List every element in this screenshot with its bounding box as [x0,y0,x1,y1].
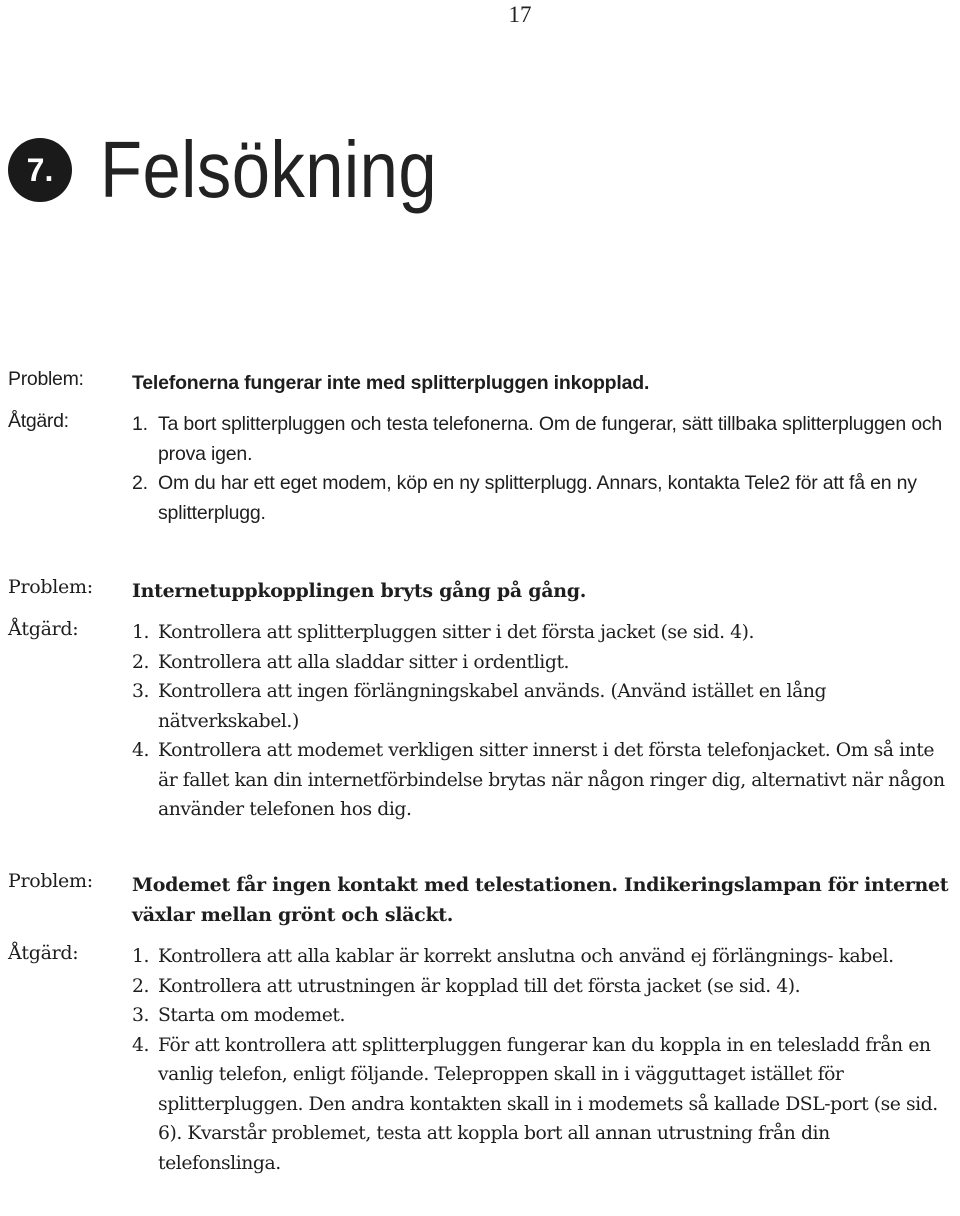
troubleshooting-section-2 [8,576,958,825]
problem-label: Problem: [8,870,93,892]
step-text: Kontrollera att modemet verkligen sitter innerst i det första telefonjacket. Om så inte är fallet kan din internetförbindelse brytas när någon ringer dig, alternativt när någon använder telefonen hos dig. [158,740,945,820]
page-number: 17 [508,2,532,27]
chapter-title: Felsökning [100,125,438,214]
action-steps [132,942,958,1178]
step-text: Ta bort splitterpluggen och testa telefonerna. Om de fungerar, sätt tillbaka splitterpluggen och prova igen. [158,413,943,465]
action-steps [132,410,958,528]
problem-row [8,368,958,398]
action-step [132,1001,958,1031]
action-steps [132,618,958,825]
action-row [8,618,958,825]
step-text: Kontrollera att splitterpluggen sitter i det första jacket (se sid. 4). [158,622,755,643]
action-step [132,648,958,678]
step-number: 4. [132,740,150,761]
step-number: 1. [132,413,148,435]
step-text: Om du har ett eget modem, köp en ny splitterplugg. Annars, kontakta Tele2 för att få en ny splitterplugg. [158,472,917,524]
problem-row [8,576,958,606]
step-text: Kontrollera att utrustningen är kopplad till det första jacket (se sid. 4). [158,975,801,997]
action-row [8,942,958,1178]
chapter-number-badge: 7. [8,138,72,202]
problem-label: Problem: [8,368,84,390]
step-number: 3. [132,681,150,702]
action-step [132,677,958,736]
step-number: 2. [132,651,150,673]
problem-row [8,870,958,930]
action-step [132,736,958,825]
step-number: 2. [132,472,148,494]
action-row [8,410,958,528]
troubleshooting-section-1 [8,368,958,528]
action-label: Åtgärd: [8,942,79,964]
troubleshooting-section-3 [8,870,958,1178]
chapter-header [8,120,492,220]
step-text: För att kontrollera att splitterpluggen fungerar kan du koppla in en telesladd från en vanlig telefon, enligt följande. Teleproppen skall in i vägguttaget istället för splitterpluggen. Den andra kontakten skall in i modemets så kallade DSL-port (se sid. 6). Kvarstår problemet, testa att koppla bort all annan utrustning från din telefonslinga. [158,1034,938,1174]
action-step [132,469,958,528]
problem-text: Modemet får ingen kontakt med telestationen. Indikeringslampan för internet växlar mellan grönt och släckt. [132,874,949,926]
action-step [132,1031,958,1179]
step-number: 2. [132,975,150,997]
step-text: Kontrollera att alla sladdar sitter i ordentligt. [158,651,570,673]
action-label: Åtgärd: [8,618,79,640]
action-step [132,618,958,648]
problem-label: Problem: [8,576,93,598]
problem-text: Internetuppkopplingen bryts gång på gång. [132,580,587,602]
action-step [132,972,958,1002]
step-text: Kontrollera att ingen förlängningskabel används. (Använd istället en lång nätverkskabel.) [158,681,827,732]
step-text: Starta om modemet. [158,1005,345,1026]
step-number: 1. [132,946,150,967]
step-number: 3. [132,1005,150,1026]
problem-text: Telefonerna fungerar inte med splitterpluggen inkopplad. [132,372,650,394]
action-step [132,942,958,972]
step-number: 1. [132,622,150,643]
step-text: Kontrollera att alla kablar är korrekt anslutna och använd ej förlängnings- kabel. [158,946,894,967]
action-label: Åtgärd: [8,410,69,432]
action-step [132,410,958,469]
step-number: 4. [132,1034,150,1056]
